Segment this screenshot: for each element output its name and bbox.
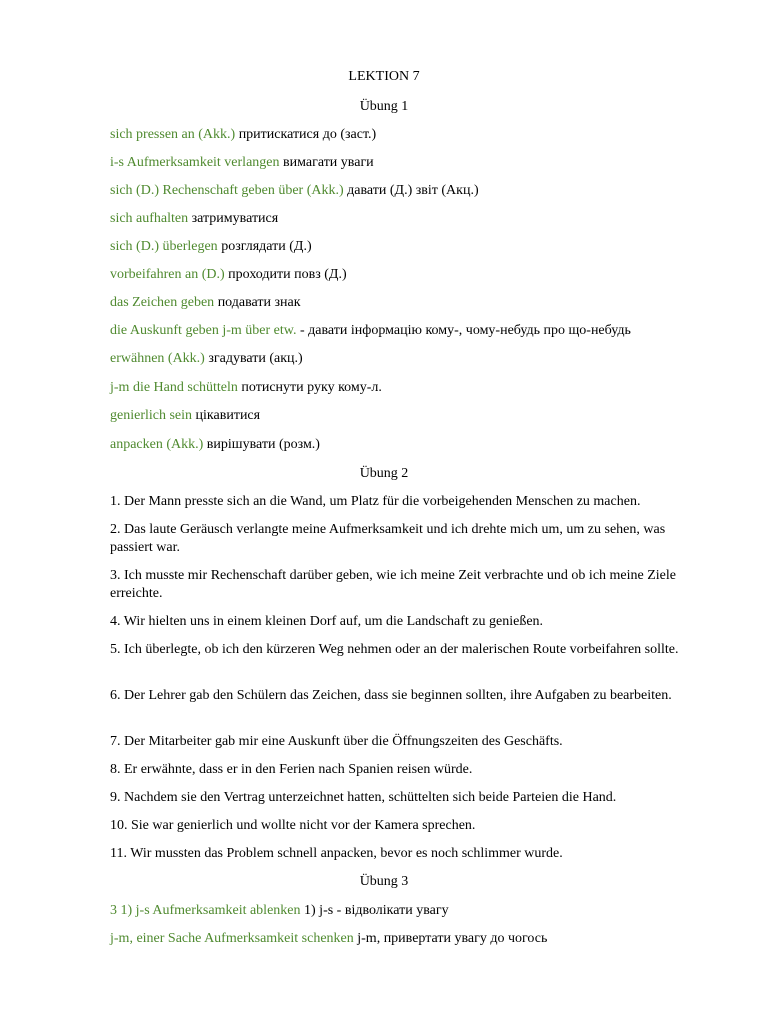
vocab-item (110, 182, 710, 200)
vocab-item (110, 902, 710, 920)
vocab-translation: вирішувати (розм.) (206, 437, 320, 452)
vocab-item (110, 350, 710, 368)
vocab-german: sich (D.) Rechenschaft geben über (Akk.) (110, 183, 344, 198)
vocab-german: j-m, einer Sache Aufmerksamkeit schenken (110, 931, 354, 946)
section-heading-ubung-3: Übung 3 (359, 874, 409, 889)
vocab-german: 3 1) j-s Aufmerksamkeit ablenken (110, 903, 301, 918)
vocab-translation: вимагати уваги (283, 155, 374, 170)
exercise-sentence: 11. Wir mussten das Problem schnell anpacken, bevor es noch schlimmer wurde. (110, 846, 563, 861)
vocab-translation: - давати інформацію кому-, чому-небудь про що-небудь (300, 323, 631, 338)
vocab-german: das Zeichen geben (110, 295, 215, 310)
exercise-sentence: 5. Ich überlegte, ob ich den kürzeren Weg nehmen oder an der malerischen Route vorbeifahren sollte. (110, 642, 679, 657)
exercise-sentence: 3. Ich musste mir Rechenschaft darüber geben, wie ich meine Zeit verbrachte und ob ich meine Ziele erreichte. (110, 568, 677, 601)
vocab-translation: j-m, привертати увагу до чогось (357, 931, 548, 946)
vocab-item (110, 210, 710, 228)
vocab-translation: притискатися до (заст.) (238, 127, 377, 142)
vocab-german: sich (D.) überlegen (110, 239, 218, 254)
vocab-item (110, 930, 710, 948)
exercise-sentence: 8. Er erwähnte, dass er in den Ferien nach Spanien reisen würde. (110, 762, 473, 777)
vocab-german: j-m die Hand schütteln (110, 380, 238, 395)
exercise-sentence: 2. Das laute Geräusch verlangte meine Aufmerksamkeit und ich drehte mich um, um zu sehen, was passiert war. (110, 522, 666, 555)
vocab-translation: потиснути руку кому-л. (241, 380, 382, 395)
vocab-item (110, 154, 710, 172)
vocab-item (110, 322, 710, 340)
vocab-german: sich aufhalten (110, 211, 189, 226)
vocab-german: genierlich sein (110, 408, 193, 423)
page-title: LEKTION 7 (348, 69, 420, 84)
exercise-sentence: 4. Wir hielten uns in einem kleinen Dorf auf, um die Landschaft zu genießen. (110, 614, 544, 629)
vocab-item (110, 266, 710, 284)
vocab-german: vorbeifahren an (D.) (110, 267, 225, 282)
vocab-item (110, 407, 710, 425)
exercise-sentence: 1. Der Mann presste sich an die Wand, um Platz für die vorbeigehenden Menschen zu machen. (110, 494, 641, 509)
vocab-translation: подавати знак (217, 295, 301, 310)
exercise-sentence: 9. Nachdem sie den Vertrag unterzeichnet hatten, schüttelten sich beide Parteien die Hand. (110, 790, 617, 805)
vocab-translation: давати (Д.) звіт (Акц.) (347, 183, 479, 198)
exercise-sentence: 10. Sie war genierlich und wollte nicht vor der Kamera sprechen. (110, 818, 476, 833)
vocab-item (110, 126, 710, 144)
vocab-translation: 1) j-s - відволікати увагу (304, 903, 449, 918)
vocab-german: anpacken (Akk.) (110, 437, 204, 452)
vocab-item (110, 238, 710, 256)
exercise-sentence: 6. Der Lehrer gab den Schülern das Zeichen, dass sie beginnen sollten, ihre Aufgaben zu bearbeiten. (110, 688, 672, 703)
section-heading-ubung-2: Übung 2 (359, 466, 409, 481)
vocab-german: die Auskunft geben j-m über etw. (110, 323, 297, 338)
vocab-translation: розглядати (Д.) (221, 239, 312, 254)
vocab-item (110, 379, 710, 397)
section-heading-ubung-1: Übung 1 (359, 99, 409, 114)
vocab-german: i-s Aufmerksamkeit verlangen (110, 155, 280, 170)
vocab-translation: цікавитися (195, 408, 261, 423)
vocab-german: sich pressen an (Akk.) (110, 127, 236, 142)
vocab-translation: проходити повз (Д.) (228, 267, 347, 282)
vocab-german: erwähnen (Akk.) (110, 351, 205, 366)
vocab-translation: згадувати (акц.) (208, 351, 303, 366)
vocab-translation: затримуватися (191, 211, 279, 226)
vocab-item (110, 436, 710, 454)
vocab-item (110, 294, 710, 312)
exercise-sentence: 7. Der Mitarbeiter gab mir eine Auskunft über die Öffnungszeiten des Geschäfts. (110, 734, 563, 749)
